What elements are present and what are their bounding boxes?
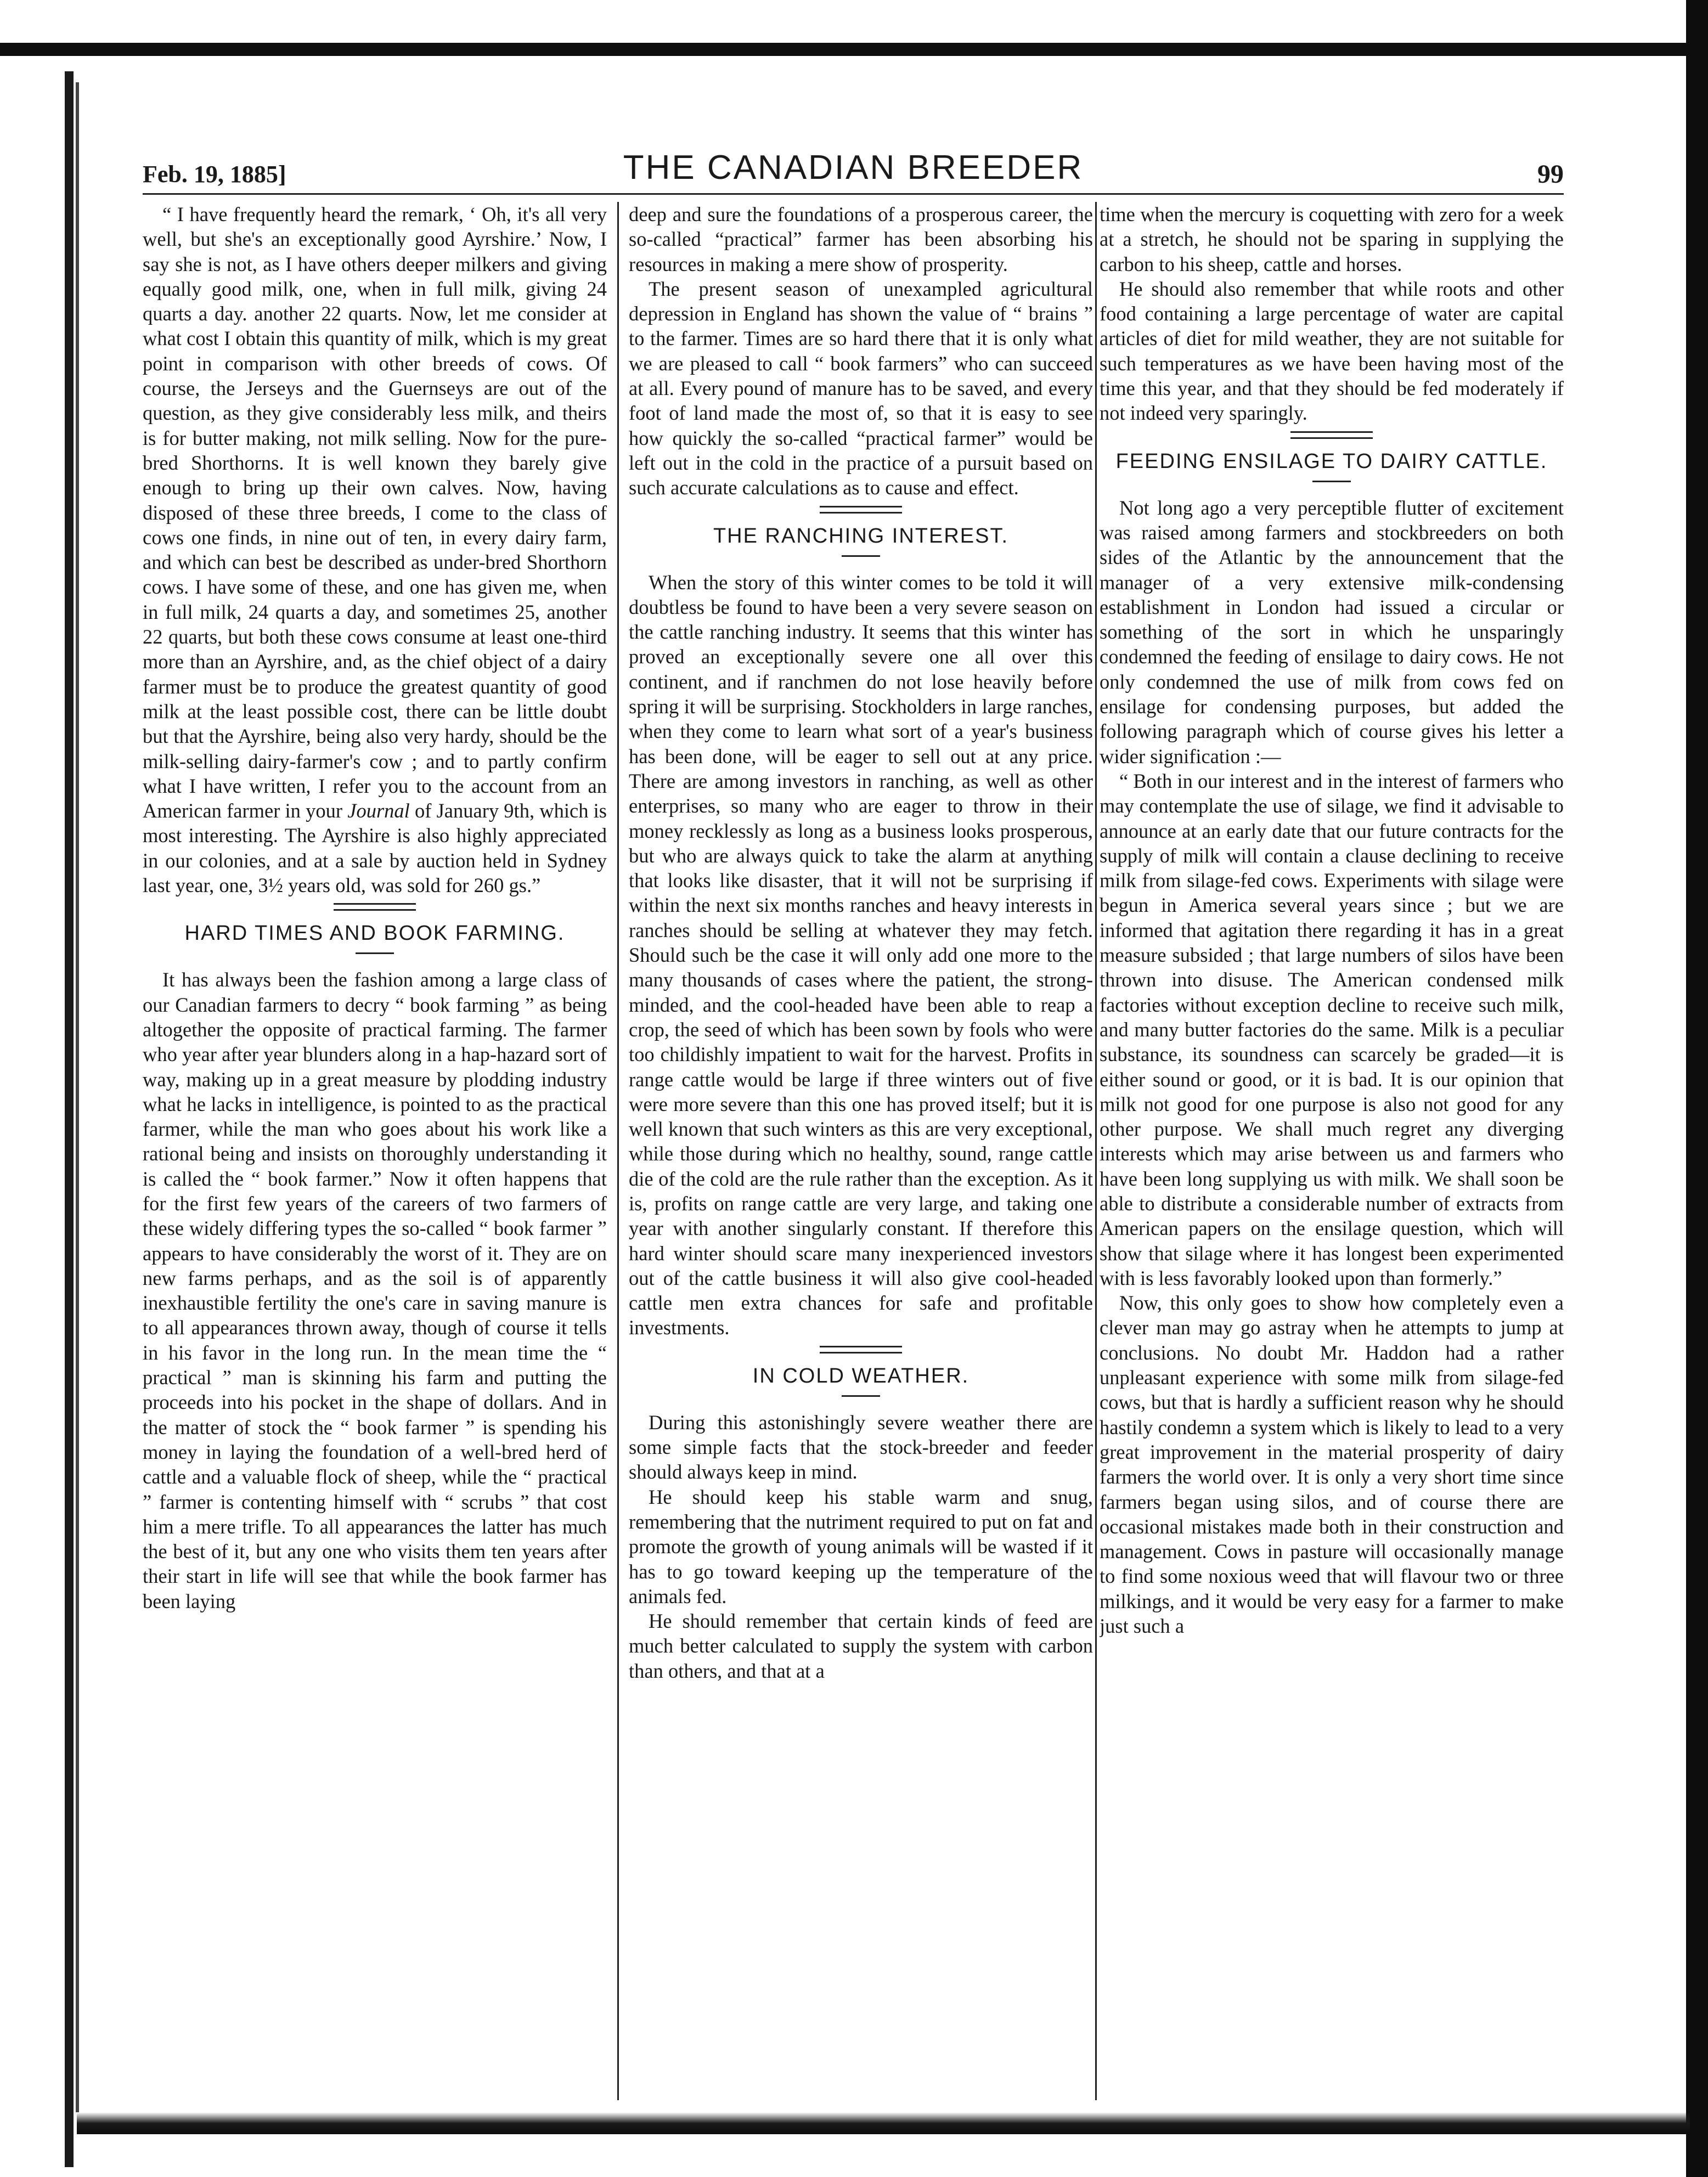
section-divider — [334, 903, 416, 911]
top-scan-border — [0, 43, 1708, 56]
bottom-scan-border — [77, 2112, 1690, 2134]
letter-text: “ I have frequently heard the remark, ‘ Oh, it's all very well, but she's an exceptionally good Ayrshire.’ Now, I say she is not, as I have others deeper milkers and giving equally good milk, one, when in full milk, giving 24 quarts a day. another 22 quarts. Now, let me consider at what cost I obtain this quantity of milk, which is my great point in comparison with other breeds of cows. Of course, the Jerseys and the Guernseys are out of the question, as they give considerably less milk, and theirs is for butter making, not milk selling. Now for the pure-bred Shorthorns. It is well known they barely give enough to bring up their own calves. Now, having disposed of these three breeds, I come to the class of cows one finds, in nine out of ten, in every dairy farm, and which can best be described as under-bred Shorthorn cows. I have some of these, and one has given me, when in full milk, 24 quarts a day, and sometimes 25, another 22 quarts, but both these cows consume at least one-third more than an Ayrshire, and, as the chief object of a dairy farmer must be to produce the greatest quantity of good milk at the least possible cost, there can be little doubt but that the Ayrshire, being also very hardy, should be the milk-selling dairy-farmer's cow ; and to partly confirm what I have written, I refer you to the account from an American farmer in your — [143, 203, 607, 822]
article-paragraph: During this astonishingly severe weather there are some simple facts that the stock-breeder and feeder should always keep in mind. — [629, 1411, 1093, 1484]
article-heading: FEEDING ENSILAGE TO DAIRY CATTLE. — [1115, 449, 1548, 473]
article-heading: HARD TIMES AND BOOK FARMING. — [184, 922, 565, 945]
article-paragraph: It has always been the fashion among a large class of our Canadian farmers to decry “ book farming ” as being altogether the opposite of practical farming. The farmer who year after year blunders along in a hap-hazard sort of way, making up in a great measure by plodding industry what he lacks in intelligence, is pointed to as the practical farmer, while the man who goes about his work like a rational being and insists on thoroughly understanding it is called the “ book farmer.” Now it often happens that for the first few years of the careers of two farmers of these widely differing types the so-called “ book farmer ” appears to have considerably the worst of it. They are on new farms perhaps, and as the soil is of apparently inexhaustible fertility the one's care in saving manure is to all appearances thrown away, though of course it tells in his favor in the long run. In the mean time the “ practical ” man is skinning his farm and putting the proceeds into his pocket in the shape of dollars. And in the matter of stock the “ book farmer ” is spending his money in laying the foundation of a well-bred herd of cattle and a valuable flock of sheep, while the “ practical ” farmer is contenting himself with “ scrubs ” that cost him a mere trifle. To all appearances the latter has much the best of it, but any one who visits them ten years after their start in life will see that while the book farmer has been laying — [143, 968, 607, 1612]
ayrshire-letter-paragraph — [143, 202, 607, 898]
left-binding-edge — [65, 71, 74, 2167]
column-1 — [143, 202, 607, 2100]
article-paragraph: He should keep his stable warm and snug, remembering that the nutriment required to put on fat and promote the growth of young animals will be wasted if it has to go toward keeping up the temperature of the animals fed. — [629, 1485, 1093, 1608]
article-continuation: deep and sure the foundations of a prosperous career, the so-called “practical” farmer has been absorbing his resources in making a mere show of prosperity. — [629, 203, 1093, 275]
article-paragraph: He should also remember that while roots and other food containing a large percentage of water are capital articles of diet for mild weather, they are not suitable for such temperatures as we have been having most of the time this year, and that they should be fed moderately if not indeed very sparingly. — [1100, 277, 1564, 425]
header-rule — [143, 193, 1564, 195]
heading-rule — [842, 555, 880, 557]
page-header — [143, 148, 1564, 198]
heading-rule — [1312, 481, 1351, 482]
article-heading: THE RANCHING INTEREST. — [713, 524, 1009, 548]
heading-rule — [842, 1395, 880, 1397]
publication-title: THE CANADIAN BREEDER — [623, 149, 1084, 187]
column-2 — [629, 202, 1093, 2100]
left-binding-shadow — [76, 82, 79, 2112]
page-number: 99 — [1537, 160, 1564, 189]
section-divider — [820, 1346, 902, 1353]
column-divider — [1095, 202, 1097, 2100]
section-divider — [1290, 431, 1373, 439]
article-paragraph: When the story of this winter comes to be told it will doubtless be found to have been a very severe season on the cattle ranching industry. It seems that this winter has proved an exceptionally severe one all over this continent, and if ranchmen do not lose heavily before spring it will be surprising. Stockholders in large ranches, when they come to learn what sort of a year's business has been done, will be eager to sell out at any price. There are among investors in ranching, as well as other enterprises, so many who are eager to throw in their money recklessly as long as a business looks prosperous, but who are always quick to take the alarm at anything that looks like disaster, that it will not be surprising if within the next six months ranches and heavy interests in ranches should be selling at whatever they may fetch. Should such be the case it will only add one more to the many thousands of cases where the patient, the strong-minded, and the cool-headed have been able to reap a crop, the seed of which has been sown by fools who were too childishly impatient to wait for the harvest. Profits in range cattle would be large if three winters out of five were more severe than this one has proved itself; but it is well known that such winters as this are very exceptional, while those during which no healthy, sound, range cattle die of the cold are the rule rather than the exception. As it is, profits on range cattle are very large, and taking one year with another singularly constant. If therefore this hard winter should scare many inexperienced investors out of the cattle business it will also give cool-headed cattle men extra chances for safe and profitable investments. — [629, 571, 1093, 1339]
article-paragraph: Not long ago a very perceptible flutter of excitement was raised among farmers and stockbreeders on both sides of the Atlantic by the announcement that the manager of a very extensive milk-condensing establishment in London had issued a circular or something of the sort in which he unsparingly condemned the feeding of ensilage to dairy cows. He not only condemned the use of milk from cows fed on ensilage for condensing purposes, but added the following paragraph which of course gives his letter a wider signification :— — [1100, 496, 1564, 768]
column-divider — [617, 202, 619, 2100]
quoted-paragraph: “ Both in our interest and in the interest of farmers who may contemplate the use of silage, we find it advisable to announce at an early date that our future contracts for the supply of milk will contain a clause declining to receive milk from silage-fed cows. Experiments with silage were begun in America several years since ; but we are informed that agitation there regarding it has in a great measure subsided ; that large numbers of silos have been thrown into disuse. The American condensed milk factories without exception decline to receive such milk, and many butter factories do the same. Milk is a peculiar substance, its soundness can scarcely be graded—it is either sound or good, or it is bad. It is our opinion that milk not good for one purpose is also not good for any other purpose. We shall much regret any diverging interests which may arise between us and farmers who have been long supplying us with milk. We shall soon be able to distribute a considerable number of extracts from American papers on the ensilage question, which will show that silage where it has longest been experimented with is less favorably looked upon than formerly.” — [1100, 769, 1564, 1289]
letter-text-end: of January 9th, which is most interesting. The Ayrshire is also highly appreciated in our colonies, and at a sale by auction held in Sydney last year, one, 3½ years old, was sold for 260 gs.” — [143, 799, 607, 897]
section-divider — [820, 506, 902, 514]
journal-title: Journal — [347, 799, 410, 822]
article-continuation: time when the mercury is coquetting with zero for a week at a stretch, he should not be sparing in supplying the carbon to his sheep, cattle and horses. — [1100, 203, 1564, 275]
heading-rule — [356, 952, 394, 954]
issue-date: Feb. 19, 1885] — [143, 161, 286, 188]
article-paragraph: Now, this only goes to show how completely even a clever man may go astray when he attempts to jump at conclusions. No doubt Mr. Haddon had a rather unpleasant experience with some milk from silage-fed cows, but that is hardly a sufficient reason why he should hastily condemn a system which is likely to lead to a very great improvement in the material prosperity of dairy farmers the world over. It is only a very short time since farmers began using silos, and of course there are occasional mistakes made both in their construction and management. Cows in pasture will occasionally manage to find some noxious weed that will flavour two or three milkings, and it would be very easy for a farmer to make just such a — [1100, 1291, 1564, 1638]
column-3 — [1100, 202, 1564, 2100]
right-scan-border — [1686, 0, 1708, 2177]
article-paragraph: He should remember that certain kinds of feed are much better calculated to supply the system with carbon than others, and that at a — [629, 1610, 1093, 1682]
article-heading: IN COLD WEATHER. — [752, 1364, 969, 1388]
article-paragraph: The present season of unexampled agricultural depression in England has shown the value of “ brains ” to the farmer. Times are so hard there that it is only what we are pleased to call “ book farmers” who can succeed at all. Every pound of manure has to be saved, and every foot of land made the most of, so that it is easy to see how quickly the so-called “practical farmer” would be left out in the cold in the practice of a pursuit based on such accurate calculations as to cause and effect. — [629, 277, 1093, 499]
